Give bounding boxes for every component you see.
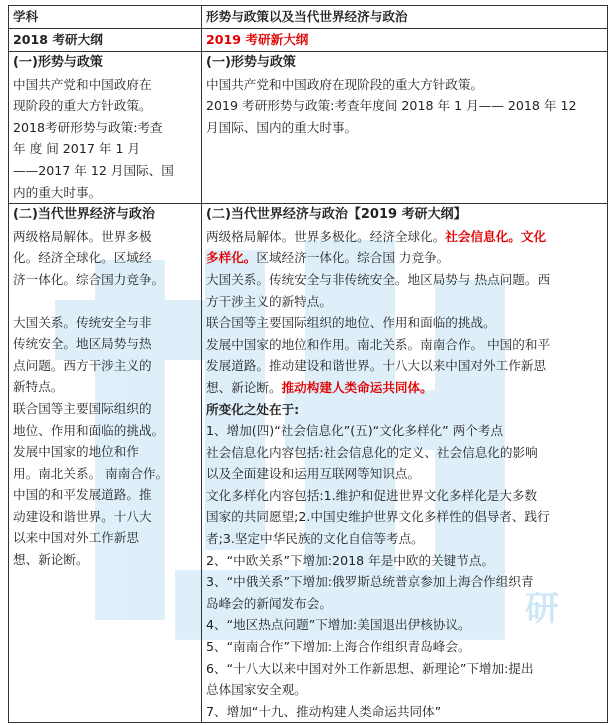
s1-left-line-1: 中国共产党和中国政府在 (13, 76, 152, 92)
subject-value: 形势与政策以及当代世界经济与政治 (202, 6, 608, 29)
s2r-line-8 (206, 377, 603, 399)
s2r-l2-text: 区域经济一体化。综合国 力竞争。 (256, 250, 450, 266)
section1-right-cell (202, 52, 608, 204)
section1-right-title: (一)形势与政策 (206, 55, 296, 70)
change-line-10: 4、“地区热点问题”下增加:美国退出伊核协议。 (206, 617, 471, 633)
s2-left-line-6: 传统安全。地区局势与热 (13, 336, 152, 352)
s1-right-line-1: 中国共产党和中国政府在现阶段的重大方针政策。 (206, 76, 484, 92)
s2r-line-4: 方干涉主义的新特点。 (206, 293, 332, 309)
s2-left-line-1: 两级格局解体。世界多极 (13, 228, 152, 244)
header-row (9, 6, 608, 29)
s2r-line-3: 大国关系。传统安全与非传统安全。地区局势与 热点问题。西 (206, 271, 551, 287)
s2r-l1-text: 两级格局解体。世界多极化。经济全球化。 (206, 228, 446, 244)
s2-left-line-2: 化。经济全球化。区域经 (13, 250, 152, 266)
s2-left-line-13: 中国的和平发展道路。推 (13, 487, 152, 503)
s2r-line-1 (206, 226, 603, 248)
s2-left-line-14: 动建设和谐世界。十八大 (13, 508, 152, 524)
watermark-text: 研 (525, 590, 559, 628)
section2-left-title: (二)当代世界经济与政治 (13, 207, 155, 223)
change-line-8: 3、“中俄关系”下增加:俄罗斯总统普京参加上海合作组织青 (206, 574, 534, 590)
s2r-l8-text: 想、新论断。 (206, 379, 282, 395)
s1-left-line-2: 现阶段的重大方针政策。 (13, 98, 152, 114)
s2-left-line-10: 地位、作用和面临的挑战。 (13, 422, 165, 438)
change-line-3: 以及全面建设和运用互联网等知识点。 (206, 466, 421, 482)
section1-left-title: (一)形势与政策 (13, 55, 103, 70)
s2-left-line-3: 济一体化。综合国力竞争。 (13, 271, 165, 287)
s2-left-line-8: 新特点。 (13, 379, 64, 395)
section2-right-title: (二)当代世界经济与政治【2019 考研大纲】 (206, 207, 467, 223)
s2-left-line-15: 以来中国对外工作新思 (13, 530, 139, 546)
change-line-14: 7、增加“十九、推动构建人类命运共同体” (206, 703, 442, 719)
section2-right-cell (202, 204, 608, 723)
change-line-13: 总体国家安全观。 (206, 682, 307, 698)
change-line-7: 2、“中欧关系”下增加:2018 年是中欧的关键节点。 (206, 552, 495, 568)
section2-left-lines (13, 226, 197, 571)
changes-title: 所变化之处在于: (206, 401, 300, 417)
s2-left-line-9: 联合国等主要国际组织的 (13, 400, 152, 416)
change-line-11: 5、“南南合作”下增加:上海合作组织青岛峰会。 (206, 639, 471, 655)
s1-left-line-4: 年 度 间 2017 年 1 月 (13, 141, 141, 157)
s2-left-line-4 (13, 291, 197, 312)
s1-left-line-3: 2018考研形势与政策:考查 (13, 119, 163, 135)
section1-left-cell (9, 52, 202, 204)
year-row (9, 29, 608, 52)
year-right: 2019 考研新大纲 (202, 29, 608, 52)
change-line-12: 6、“十八大以来中国对外工作新思想、新理论”下增加:提出 (206, 660, 534, 676)
s2-left-line-11: 发展中国家的地位和作 (13, 444, 139, 460)
change-line-5: 国家的共同愿望;2.中国史维护世界文化多样性的倡导者、践行 (206, 509, 550, 525)
change-line-6: 者;3.坚定中华民族的文化自信等考点。 (206, 531, 424, 547)
s2r-l1-red: 社会信息化。文化 (445, 228, 547, 244)
s2r-line-2 (206, 247, 603, 269)
section1-row (9, 52, 608, 204)
s1-left-line-5: ——2017 年 12 月国际、国 (13, 162, 174, 178)
s2r-l2-red: 多样化。 (206, 250, 257, 266)
s2r-l8-red: 推动构建人类命运共同体。 (281, 379, 433, 395)
section1-left-lines (13, 74, 197, 204)
s2r-line-7: 发展道路。推动建设和谐世界。十八大以来中国对外工作新思 (206, 358, 547, 374)
section2-left-cell (9, 204, 202, 723)
section1-right-lines (206, 74, 603, 139)
change-line-9: 岛峰会的新闻发布会。 (206, 595, 332, 611)
change-line-2: 社会信息化内容包括:社会信息化的定义、社会信息化的影响 (206, 444, 538, 460)
s1-left-line-6: 内的重大时事。 (13, 184, 102, 200)
s1-right-line-2: 2019 考研形势与政策:考查年度间 2018 年 1 月—— 2018 年 12 (206, 98, 577, 114)
s1-right-line-3: 月国际、国内的重大时事。 (206, 119, 358, 135)
section2-row (9, 204, 608, 723)
year-left: 2018 考研大纲 (9, 29, 202, 52)
syllabus-comparison-table (8, 5, 608, 723)
changes-list (206, 420, 603, 722)
subject-label: 学科 (9, 6, 202, 29)
change-line-4: 文化多样化内容包括:1.维护和促进世界文化多样化是大多数 (206, 487, 538, 503)
s2r-line-5: 联合国等主要国际组织的地位、作用和面临的挑战。 (206, 315, 496, 331)
s2-left-line-7: 点问题。西方干涉主义的 (13, 357, 152, 373)
s2r-line-6: 发展中国家的地位和作用。南北关系。南南合作。 中国的和平 (206, 336, 551, 352)
s2-left-line-12: 用。南北关系。 南南合作。 (13, 465, 169, 481)
s2-left-line-16: 想、新论断。 (13, 552, 89, 568)
s2-left-line-5: 大国关系。传统安全与非 (13, 314, 152, 330)
change-line-1: 1、增加(四)“社会信息化”(五)“文化多样化” 两个考点 (206, 423, 504, 439)
